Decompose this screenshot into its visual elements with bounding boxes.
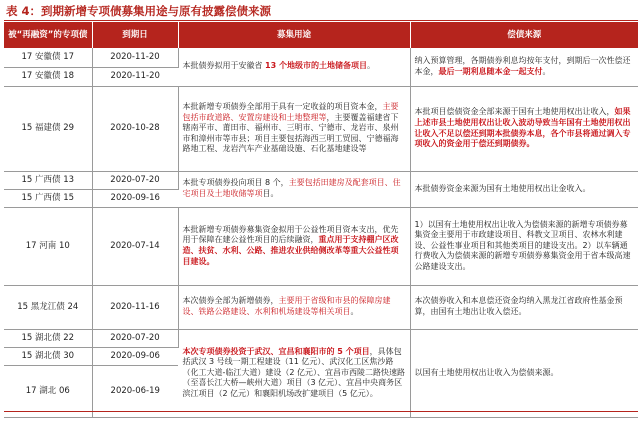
repayment-text: 。 [542,66,551,76]
purpose-highlight: 主要包括市政道路、安置房建设和土地整理等 [182,102,399,122]
purpose-cell [178,285,410,329]
repayment-cell [410,171,638,207]
maturity-date: 2020-11-16 [92,285,178,329]
title-rule [4,20,638,21]
repayment-text: 本批债券资金来源为国有土地使用权出让金收入。 [414,183,591,193]
repayment-text: 纳入预算管理，各期债券利息均按年支付，到期后一次性偿还本金， [414,56,631,76]
bond-name: 17 湖北 06 [4,365,92,417]
repayment-cell [410,48,638,86]
purpose-text: 。 [350,307,359,316]
table-row [4,86,638,171]
maturity-date: 2020-07-20 [92,171,178,189]
repayment-text: 以国有土地使用权出让收入为偿债来源。 [414,367,559,377]
purpose-text: ，主要覆盖福建省下辖南平市、莆田市、福州市、三明市、宁德市、龙岩市、泉州市和漳州市等市县；项目主要包括海西三明工贸园、宁德福海路地工程、龙岩汽车产业基础设施、石化基地建设等 [182,112,399,154]
maturity-date: 2020-10-28 [92,86,178,171]
bond-name: 15 广西债 13 [4,171,92,189]
header-bond: 被“再融资”的专项债 [4,22,92,48]
header-maturity: 到期日 [92,22,178,48]
header-purpose: 募集用途 [178,22,410,48]
maturity-date: 2020-11-20 [92,48,178,67]
maturity-date: 2020-09-16 [92,189,178,207]
purpose-highlight: 重点用于支持棚户区改造、扶贫、水利、公路、推进农业供给侧改革等重大公益性项目建设。 [182,235,399,266]
bond-name: 17 河南 10 [4,207,92,285]
purpose-text: 本批新增专项债券募集资金拟用于公益性项目资本支出，优先用于保障在建公益性项目的后续融资， [182,224,399,245]
purpose-highlight: 主要包括田建房及配套项目、住宅项目及土地收储等项 [182,178,401,198]
maturity-date: 2020-11-20 [92,67,178,86]
purpose-cell [178,329,410,417]
bond-name: 15 福建债 29 [4,86,92,171]
table-row [4,329,638,347]
maturity-date: 2020-07-14 [92,207,178,285]
purpose-text: 本批新增专项债券全部用于具有一定收益的项目资本金， [182,102,383,112]
purpose-text: 目。 [262,189,279,198]
table-row [4,285,638,329]
maturity-date: 2020-07-20 [92,329,178,347]
repayment-highlight: 如果上述市县土地使用权出让收入波动导致当年国有土地使用权出让收入不足以偿还到期本批债券本息，各个市县将通过调入专项收入的资金用于偿还到期债券。 [414,107,631,149]
table-title: 表 4：到期新增专项债募集用途与原有披露偿债来源 [6,4,272,18]
bond-name: 15 湖北债 22 [4,329,92,347]
bond-name: 17 安徽债 18 [4,67,92,86]
header-repayment: 偿债来源 [410,22,638,48]
purpose-cell [178,86,410,171]
repayment-highlight: 最后一期利息随本金一起支付 [438,66,543,76]
bond-name: 17 安徽债 17 [4,48,92,67]
purpose-text: 。 [366,61,375,71]
purpose-text: 本次债券全部为新增债券， [182,296,279,306]
purpose-highlight: 本次专项债券投资于武汉、宜昌和襄阳市的 5 个项目 [182,346,370,356]
bond-name: 15 黑龙江债 24 [4,285,92,329]
bond-table [4,22,638,418]
table-row [4,171,638,189]
table-row [4,48,638,67]
maturity-date: 2020-06-19 [92,365,178,417]
purpose-text: ，具体包括武汉 3 号线一期工程建设（11 亿元）、武汉化工区焦沙路（化工大道-临江大道）建设（2 亿元）、宜昌市西陵二路快速路（至喜长江大桥—峡州大道）项目（3 亿元）、宜昌中央商务区滨江项目（2 亿元）和襄阳机场改扩建项目（5 亿元）。 [182,346,406,398]
purpose-cell [178,48,410,86]
table-row [4,207,638,285]
bottom-rule [4,411,638,412]
repayment-cell [410,285,638,329]
repayment-text: 本次债券收入和本息偿还资金均纳入黑龙江省政府性基金预算，由国有土地出让收入偿还。 [414,296,623,316]
bond-name: 15 广西债 15 [4,189,92,207]
purpose-cell [178,207,410,285]
purpose-highlight: 主要用于省级和市县的保障房建设、铁路公路建设、水利和机场建设等相关项目 [182,296,391,316]
repayment-cell [410,86,638,171]
header-row [4,22,638,48]
maturity-date: 2020-09-06 [92,347,178,365]
purpose-highlight: 13 个地级市的土地储备项目 [265,61,367,71]
purpose-text: 本批债券拟用于安徽省 [182,61,266,71]
repayment-cell [410,207,638,285]
bond-name: 15 湖北债 30 [4,347,92,365]
repayment-text: 本批项目偿债资金全部来源于国有土地使用权出让收入， [414,107,615,117]
purpose-cell [178,171,410,207]
repayment-cell [410,329,638,417]
repayment-text: 1）以国有土地使用权出让收入为偿债来源的新增专项债券募集资金主要用于市政建设项目、科教文卫项目、农林水利建设、公益性事业项目和其他类项目的建设支出。2）以车辆通行费收入为偿债来源的新增专项债券募集资金用于省本级高速公路建设支出。 [414,219,631,271]
purpose-text: 本批专项债券投向项目 8 个， [182,178,289,188]
